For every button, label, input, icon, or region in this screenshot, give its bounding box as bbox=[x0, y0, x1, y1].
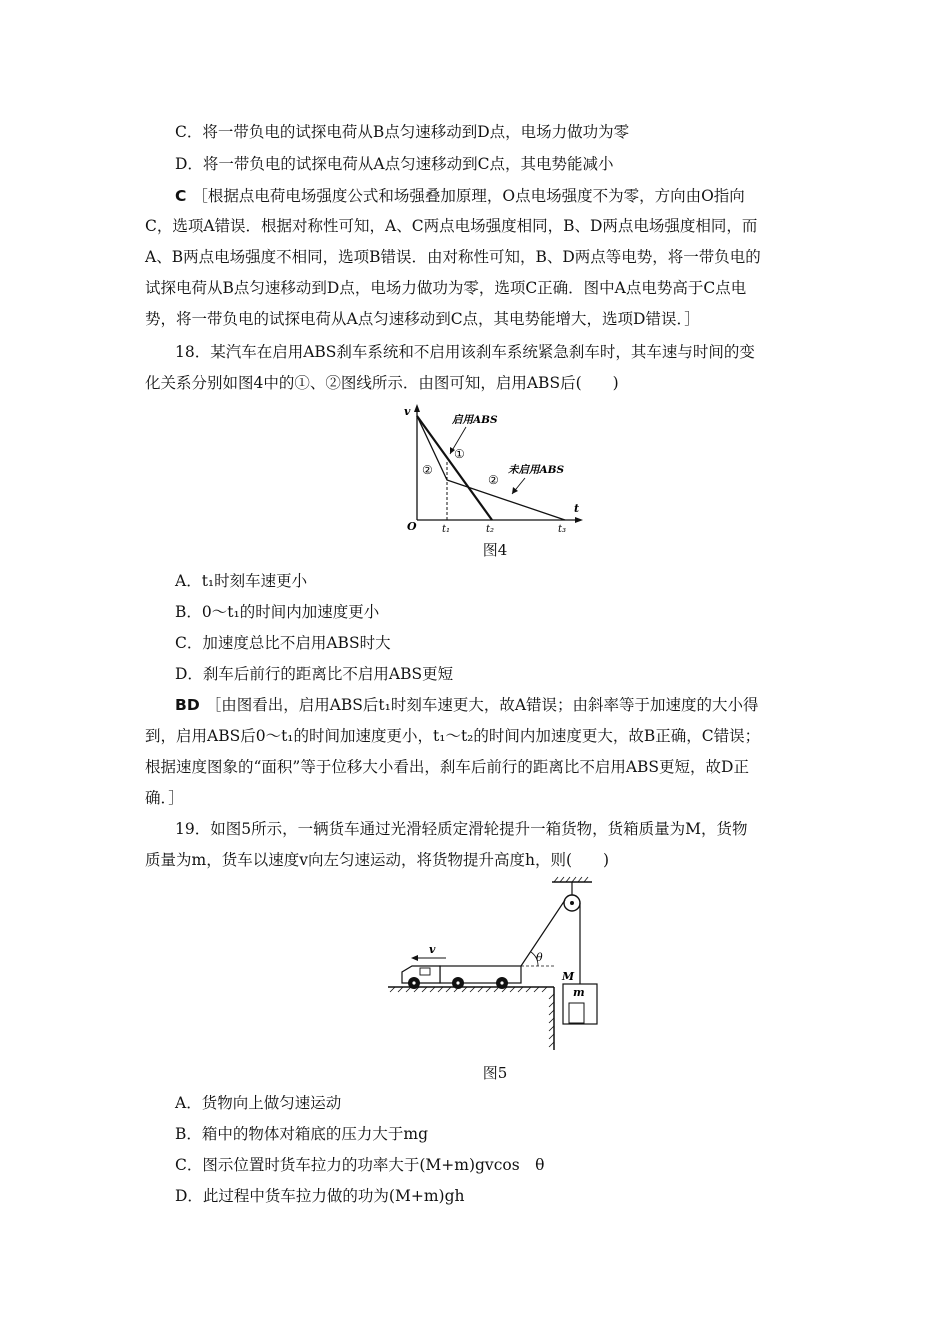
q17-explanation-line: 势，将一带负电的试探电荷从A点匀速移动到C点，其电势能增大，选项D错误．］ bbox=[145, 310, 700, 328]
t-axis-arrow bbox=[575, 517, 583, 523]
q19-stem: 19．如图5所示，一辆货车通过光滑轻质定滑轮提升一箱货物，货箱质量为M，货物 bbox=[175, 820, 748, 838]
figure-5-caption: 图5 bbox=[482, 1064, 508, 1082]
q19-option-c: C．图示位置时货车拉力的功率大于(M+m)gvcos θ bbox=[175, 1156, 545, 1174]
q17-explanation-line: A、B两点电场强度不相同，选项B错误．由对称性可知，B、D两点等电势，将一带负电的 bbox=[145, 248, 761, 266]
velocity-label: v bbox=[429, 943, 436, 956]
q18-option-d: D．刹车后前行的距离比不启用ABS更短 bbox=[175, 665, 454, 683]
curve-2-marker-left: ② bbox=[422, 463, 433, 477]
q17-answer: C bbox=[175, 187, 187, 205]
figure-5-truck-pulley bbox=[380, 874, 620, 1054]
q17-explanation-line bbox=[175, 185, 845, 207]
label-abs: 启用ABS bbox=[452, 414, 498, 426]
v-axis-arrow bbox=[414, 404, 420, 412]
q17-option-c: C．将一带负电的试探电荷从B点匀速移动到D点，电场力做功为零 bbox=[175, 123, 630, 141]
q18-explanation-text: ［由图看出，启用ABS后t₁时刻车速更大，故A错误；由斜率等于加速度的大小得 bbox=[205, 696, 759, 714]
figure-4-caption: 图4 bbox=[482, 541, 508, 559]
q18-option-c: C．加速度总比不启用ABS时大 bbox=[175, 634, 391, 652]
q17-explanation-line: C，选项A错误．根据对称性可知，A、C两点电场强度相同，B、D两点电场强度相同，而 bbox=[145, 217, 758, 235]
q19-stem: 质量为m，货车以速度v向左匀速运动，将货物提升高度h，则( ) bbox=[145, 851, 610, 869]
curve-2-marker-right: ② bbox=[488, 473, 499, 487]
tick-t1: t₁ bbox=[442, 524, 451, 534]
q18-explanation-line: 到，启用ABS后0～t₁的时间加速度更小，t₁～t₂的时间内加速度更大，故B正确，C错误； bbox=[145, 727, 761, 745]
q19-option-d: D．此过程中货车拉力做的功为(M+m)gh bbox=[175, 1187, 465, 1205]
curve-1-marker: ① bbox=[454, 447, 465, 461]
cargo-m-label: m bbox=[573, 986, 585, 999]
q19-option-b: B．箱中的物体对箱底的压力大于mg bbox=[175, 1125, 429, 1143]
truck-window bbox=[420, 968, 430, 975]
theta-label: θ bbox=[536, 951, 543, 964]
label-no-abs: 未启用ABS bbox=[508, 464, 565, 476]
q17-explanation-text: ［根据点电荷电场强度公式和场强叠加原理，O点电场强度不为零，方向由O指向 bbox=[192, 187, 745, 205]
q19-option-a: A．货物向上做匀速运动 bbox=[175, 1094, 342, 1112]
q18-option-a: A．t₁时刻车速更小 bbox=[175, 572, 308, 590]
q18-explanation-line: 根据速度图象的“面积”等于位移大小看出，刹车后前行的距离比不启用ABS更短，故D正 bbox=[145, 758, 749, 776]
q18-explanation-line: 确．］ bbox=[145, 789, 184, 807]
q18-stem: 18．某汽车在启用ABS刹车系统和不启用该刹车系统紧急刹车时，其车速与时间的变 bbox=[175, 343, 755, 361]
q18-option-b: B．0～t₁的时间内加速度更小 bbox=[175, 603, 380, 621]
cargo-m bbox=[569, 1003, 584, 1023]
box-M-label: M bbox=[562, 970, 575, 983]
q18-answer: BD bbox=[175, 696, 200, 714]
q18-explanation-line bbox=[175, 694, 845, 716]
truck bbox=[402, 966, 521, 989]
q17-option-d: D．将一带负电的试探电荷从A点匀速移动到C点，其电势能减小 bbox=[175, 155, 614, 173]
tick-t2: t₂ bbox=[486, 524, 495, 534]
origin-label: O bbox=[407, 520, 417, 533]
v-axis-label: v bbox=[404, 405, 411, 418]
truck-bed bbox=[440, 966, 521, 983]
q17-explanation-line: 试探电荷从B点匀速移动到D点，电场力做功为零，选项C正确．图中A点电势高于C点电 bbox=[145, 279, 747, 297]
velocity-arrowhead bbox=[411, 955, 418, 961]
figure-4-vt-graph bbox=[400, 402, 590, 534]
rope-to-truck bbox=[521, 900, 565, 966]
tick-t3: t₃ bbox=[558, 524, 567, 534]
t-axis-label: t bbox=[574, 502, 580, 515]
q18-stem: 化关系分别如图4中的①、②图线所示．由图可知，启用ABS后( ) bbox=[145, 374, 619, 392]
